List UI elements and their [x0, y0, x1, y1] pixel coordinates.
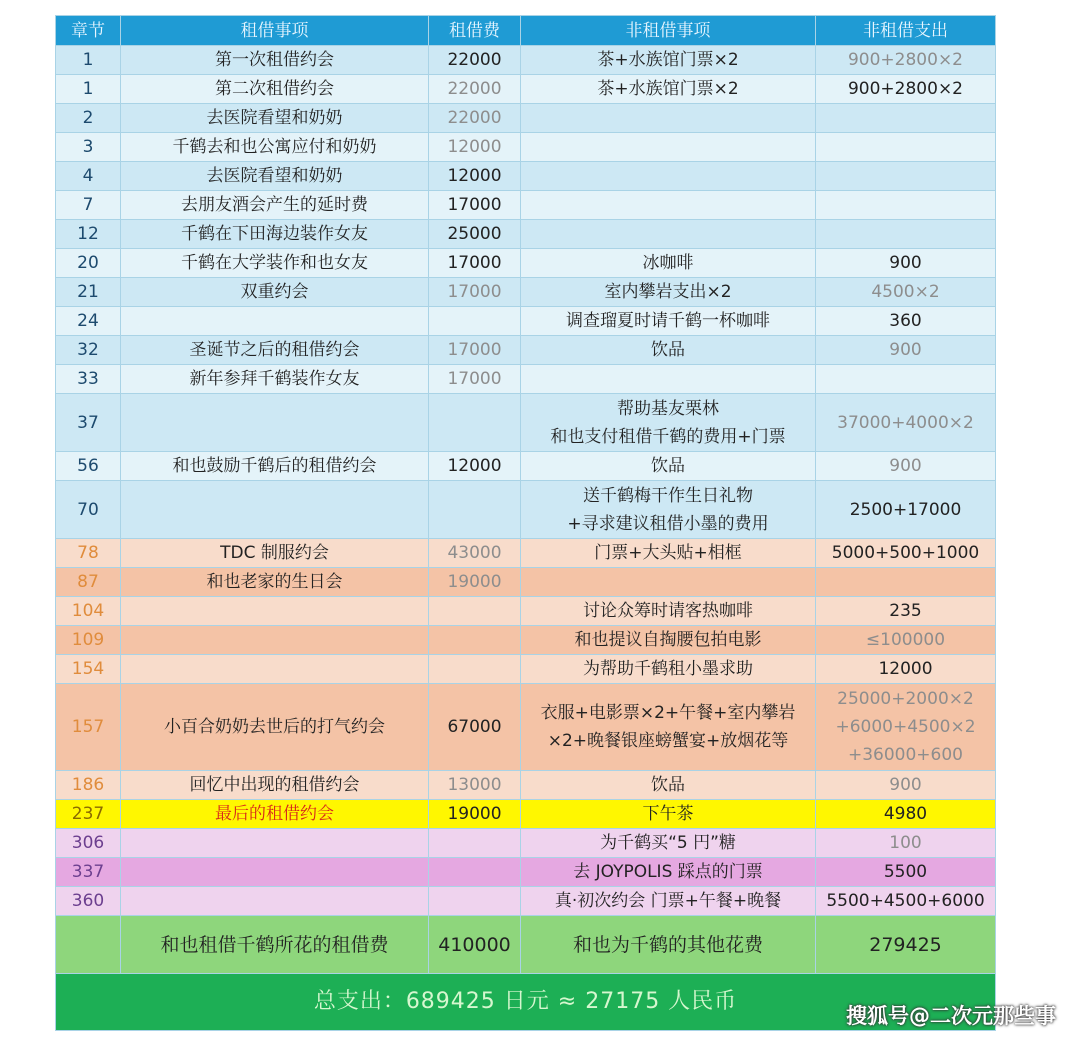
rental-fee-cell: 22000 [429, 104, 521, 133]
other-item-cell: 茶+水族馆门票×2 [521, 75, 816, 104]
other-item-cell: 送千鹤梅干作生日礼物 +寻求建议租借小墨的费用 [521, 481, 816, 539]
rental-fee-cell [429, 829, 521, 858]
rental-fee-cell [429, 858, 521, 887]
rental-item-cell [121, 481, 429, 539]
rental-fee-cell: 12000 [429, 452, 521, 481]
rental-item-cell: 小百合奶奶去世后的打气约会 [121, 684, 429, 771]
rental-item-cell [121, 394, 429, 452]
rental-fee-cell: 12000 [429, 133, 521, 162]
chapter-cell: 306 [56, 829, 121, 858]
chapter-cell: 24 [56, 307, 121, 336]
rental-item-cell: 千鹤在大学装作和也女友 [121, 249, 429, 278]
rental-fee-cell: 67000 [429, 684, 521, 771]
other-item-cell: 下午茶 [521, 800, 816, 829]
rental-item-cell: 圣诞节之后的租借约会 [121, 336, 429, 365]
chapter-cell: 1 [56, 46, 121, 75]
rental-fee-cell [429, 481, 521, 539]
chapter-cell: 70 [56, 481, 121, 539]
table-row [56, 568, 996, 597]
other-cost-cell [816, 162, 996, 191]
table-row [56, 655, 996, 684]
table-row [56, 771, 996, 800]
header-rental-item: 租借事项 [121, 16, 429, 46]
rental-item-cell: TDC 制服约会 [121, 539, 429, 568]
rental-item-cell: 千鹤去和也公寓应付和奶奶 [121, 133, 429, 162]
grand-total: 总支出：689425 日元 ≈ 27175 人民币 [56, 974, 996, 1031]
rental-fee-cell [429, 887, 521, 916]
rental-item-cell: 回忆中出现的租借约会 [121, 771, 429, 800]
other-cost-cell: 25000+2000×2 +6000+4500×2 +36000+600 [816, 684, 996, 771]
rental-item-cell: 去朋友酒会产生的延时费 [121, 191, 429, 220]
other-item-cell [521, 162, 816, 191]
rental-item-cell: 最后的租借约会 [121, 800, 429, 829]
other-cost-cell [816, 191, 996, 220]
other-cost-cell: 100 [816, 829, 996, 858]
other-item-cell: 饮品 [521, 771, 816, 800]
chapter-cell: 109 [56, 626, 121, 655]
table-row [56, 539, 996, 568]
other-cost-cell: 4980 [816, 800, 996, 829]
other-item-cell: 调查瑠夏时请千鹤一杯咖啡 [521, 307, 816, 336]
other-cost-cell: 900 [816, 771, 996, 800]
other-cost-cell: 4500×2 [816, 278, 996, 307]
other-item-cell: 和也提议自掏腰包拍电影 [521, 626, 816, 655]
rental-fee-cell [429, 307, 521, 336]
rental-fee-cell: 17000 [429, 336, 521, 365]
chapter-cell: 87 [56, 568, 121, 597]
chapter-cell: 78 [56, 539, 121, 568]
rental-item-cell: 和也鼓励千鹤后的租借约会 [121, 452, 429, 481]
header-rental-fee: 租借费 [429, 16, 521, 46]
chapter-cell: 157 [56, 684, 121, 771]
rental-fee-cell: 12000 [429, 162, 521, 191]
other-cost-cell [816, 365, 996, 394]
header-row [56, 16, 996, 46]
rental-total-label: 和也租借千鹤所花的租借费 [121, 916, 429, 974]
table-row [56, 162, 996, 191]
chapter-cell: 37 [56, 394, 121, 452]
other-item-cell: 冰咖啡 [521, 249, 816, 278]
rental-fee-cell [429, 655, 521, 684]
chapter-cell: 186 [56, 771, 121, 800]
chapter-cell: 1 [56, 75, 121, 104]
rental-item-cell: 千鹤在下田海边装作女友 [121, 220, 429, 249]
table-row [56, 800, 996, 829]
other-cost-cell: 900+2800×2 [816, 46, 996, 75]
table-row [56, 481, 996, 539]
header-other-cost: 非租借支出 [816, 16, 996, 46]
chapter-cell: 337 [56, 858, 121, 887]
totals-empty [56, 916, 121, 974]
other-cost-cell: 360 [816, 307, 996, 336]
other-item-cell: 帮助基友栗林 和也支付租借千鹤的费用+门票 [521, 394, 816, 452]
rental-item-cell: 第二次租借约会 [121, 75, 429, 104]
rental-fee-cell: 17000 [429, 249, 521, 278]
rental-fee-cell: 17000 [429, 278, 521, 307]
chapter-cell: 20 [56, 249, 121, 278]
chapter-cell: 21 [56, 278, 121, 307]
other-cost-cell: 900 [816, 249, 996, 278]
other-cost-cell: 900+2800×2 [816, 75, 996, 104]
other-item-cell: 为帮助千鹤租小墨求助 [521, 655, 816, 684]
rental-item-cell [121, 887, 429, 916]
rental-item-cell: 新年参拜千鹤装作女友 [121, 365, 429, 394]
other-item-cell [521, 220, 816, 249]
other-cost-cell [816, 220, 996, 249]
rental-item-cell: 去医院看望和奶奶 [121, 104, 429, 133]
other-item-cell [521, 191, 816, 220]
table-row [56, 46, 996, 75]
rental-item-cell [121, 597, 429, 626]
other-item-cell: 真·初次约会 门票+午餐+晚餐 [521, 887, 816, 916]
table-row [56, 365, 996, 394]
rental-fee-cell: 13000 [429, 771, 521, 800]
rental-fee-cell [429, 626, 521, 655]
other-item-cell: 为千鹤买“5 円”糖 [521, 829, 816, 858]
chapter-cell: 154 [56, 655, 121, 684]
other-item-cell: 饮品 [521, 336, 816, 365]
rental-fee-cell [429, 394, 521, 452]
other-item-cell: 讨论众筹时请客热咖啡 [521, 597, 816, 626]
rental-fee-cell [429, 597, 521, 626]
chapter-cell: 4 [56, 162, 121, 191]
header-other-item: 非租借事项 [521, 16, 816, 46]
chapter-cell: 56 [56, 452, 121, 481]
other-cost-cell: 900 [816, 336, 996, 365]
other-item-cell: 饮品 [521, 452, 816, 481]
rental-fee-cell: 22000 [429, 75, 521, 104]
rental-fee-cell: 25000 [429, 220, 521, 249]
table-row [56, 336, 996, 365]
other-cost-cell: 900 [816, 452, 996, 481]
other-cost-cell: 12000 [816, 655, 996, 684]
table-row [56, 75, 996, 104]
other-item-cell: 衣服+电影票×2+午餐+室内攀岩 ×2+晚餐银座螃蟹宴+放烟花等 [521, 684, 816, 771]
table-row [56, 829, 996, 858]
other-item-cell [521, 568, 816, 597]
other-item-cell: 去 JOYPOLIS 踩点的门票 [521, 858, 816, 887]
other-cost-cell: ≤100000 [816, 626, 996, 655]
table-row [56, 452, 996, 481]
chapter-cell: 104 [56, 597, 121, 626]
other-cost-cell [816, 104, 996, 133]
rental-item-cell [121, 829, 429, 858]
chapter-cell: 33 [56, 365, 121, 394]
rental-item-cell [121, 307, 429, 336]
chapter-cell: 360 [56, 887, 121, 916]
other-item-cell: 茶+水族馆门票×2 [521, 46, 816, 75]
table-row [56, 220, 996, 249]
table-row [56, 249, 996, 278]
other-cost-cell: 5000+500+1000 [816, 539, 996, 568]
other-cost-cell [816, 133, 996, 162]
table-row [56, 887, 996, 916]
chapter-cell: 12 [56, 220, 121, 249]
other-item-cell [521, 104, 816, 133]
other-item-cell: 门票+大头贴+相框 [521, 539, 816, 568]
table-row [56, 684, 996, 771]
rental-item-cell: 第一次租借约会 [121, 46, 429, 75]
other-cost-cell: 235 [816, 597, 996, 626]
chapter-cell: 7 [56, 191, 121, 220]
table-row [56, 307, 996, 336]
other-cost-cell [816, 568, 996, 597]
rental-item-cell: 双重约会 [121, 278, 429, 307]
rental-item-cell [121, 655, 429, 684]
other-total-label: 和也为千鹤的其他花费 [521, 916, 816, 974]
rental-expense-table [55, 15, 996, 1031]
table-row [56, 394, 996, 452]
table-row [56, 858, 996, 887]
watermark: 搜狐号@二次元那些事 [846, 1004, 1056, 1028]
other-item-cell: 室内攀岩支出×2 [521, 278, 816, 307]
rental-fee-cell: 19000 [429, 800, 521, 829]
table-row [56, 104, 996, 133]
other-item-cell [521, 133, 816, 162]
table-row [56, 597, 996, 626]
totals-row [56, 916, 996, 974]
chapter-cell: 32 [56, 336, 121, 365]
rental-item-cell [121, 858, 429, 887]
chapter-cell: 237 [56, 800, 121, 829]
table-row [56, 278, 996, 307]
rental-fee-cell: 19000 [429, 568, 521, 597]
chapter-cell: 3 [56, 133, 121, 162]
other-cost-cell: 5500+4500+6000 [816, 887, 996, 916]
table-row [56, 191, 996, 220]
rental-item-cell [121, 626, 429, 655]
table-row [56, 133, 996, 162]
other-total-value: 279425 [816, 916, 996, 974]
rental-fee-cell: 43000 [429, 539, 521, 568]
rental-fee-cell: 22000 [429, 46, 521, 75]
rental-fee-cell: 17000 [429, 191, 521, 220]
other-cost-cell: 5500 [816, 858, 996, 887]
other-cost-cell: 2500+17000 [816, 481, 996, 539]
rental-total-value: 410000 [429, 916, 521, 974]
header-chapter: 章节 [56, 16, 121, 46]
rental-fee-cell: 17000 [429, 365, 521, 394]
rental-item-cell: 去医院看望和奶奶 [121, 162, 429, 191]
other-cost-cell: 37000+4000×2 [816, 394, 996, 452]
other-item-cell [521, 365, 816, 394]
chapter-cell: 2 [56, 104, 121, 133]
rental-item-cell: 和也老家的生日会 [121, 568, 429, 597]
table-row [56, 626, 996, 655]
